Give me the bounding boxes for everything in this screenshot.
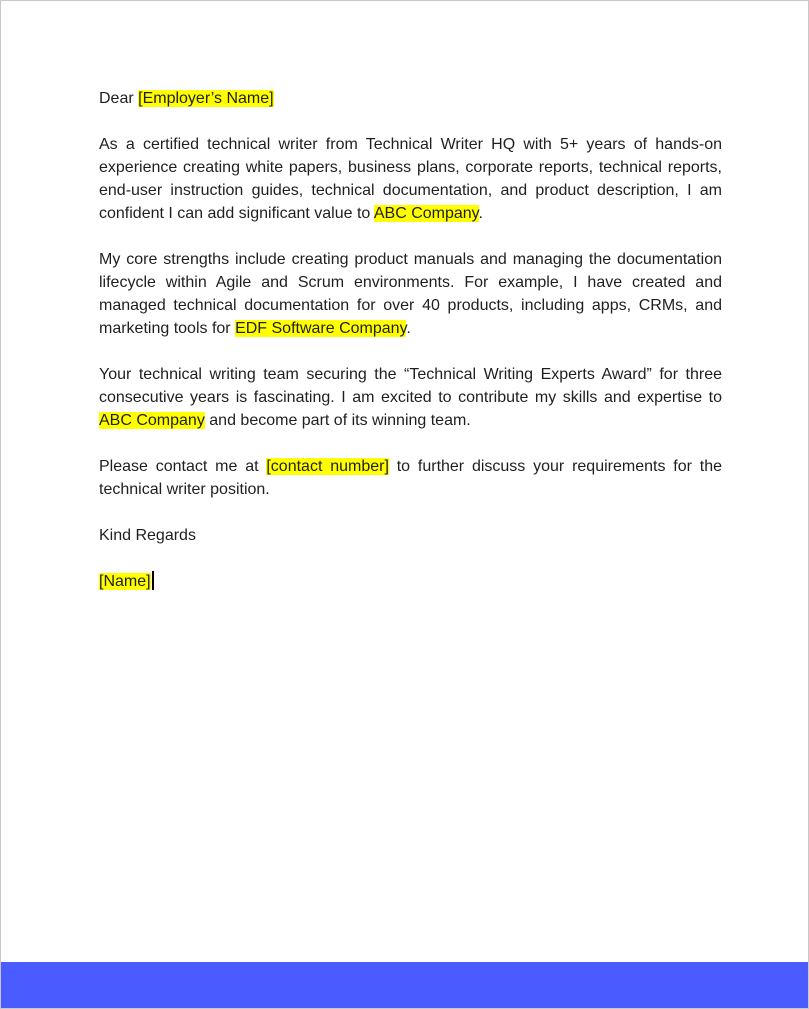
employer-name-placeholder: [Employer’s Name] bbox=[138, 90, 274, 107]
signature-line bbox=[99, 570, 722, 593]
company-placeholder-2: ABC Company bbox=[99, 412, 205, 429]
closing: Kind Regards bbox=[99, 527, 196, 544]
paragraph-contact-text: Please contact me at bbox=[99, 458, 267, 475]
paragraph-team-text: Your technical writing team securing the “Technical Writing Experts Award” for three consecutive years is fascinating. I am excited to contribute my skills and expertise to bbox=[99, 366, 722, 406]
paragraph-strengths-end: . bbox=[406, 320, 411, 337]
company-placeholder: ABC Company bbox=[373, 205, 479, 222]
footer-bar bbox=[1, 962, 808, 1008]
previous-company-placeholder: EDF Software Company bbox=[235, 320, 407, 337]
letter-body[interactable] bbox=[99, 87, 722, 616]
text-cursor bbox=[152, 571, 154, 590]
paragraph-contact bbox=[99, 455, 722, 501]
paragraph-intro bbox=[99, 133, 722, 225]
paragraph-contact-end: to further discuss your requirements for the technical writer position. bbox=[99, 458, 722, 498]
salutation bbox=[99, 87, 722, 110]
signature-name-placeholder: [Name] bbox=[99, 573, 151, 590]
paragraph-strengths bbox=[99, 248, 722, 340]
contact-number-placeholder: [contact number] bbox=[266, 458, 389, 475]
salutation-prefix: Dear bbox=[99, 90, 139, 107]
paragraph-intro-text: As a certified technical writer from Technical Writer HQ with 5+ years of hands-on experience creating white papers, business plans, corporate reports, technical reports, end-user instruction guides, technical documentation, and product description, I am confident I can add significant value to bbox=[99, 136, 722, 222]
paragraph-team-end: and become part of its winning team. bbox=[204, 412, 471, 429]
paragraph-team bbox=[99, 363, 722, 432]
paragraph-intro-end: . bbox=[478, 205, 483, 222]
paragraph-strengths-text: My core strengths include creating product manuals and managing the documentation lifecycle within Agile and Scrum environments. For example, I have created and managed technical documentation for over 40 products, including apps, CRMs, and marketing tools for bbox=[99, 251, 722, 337]
